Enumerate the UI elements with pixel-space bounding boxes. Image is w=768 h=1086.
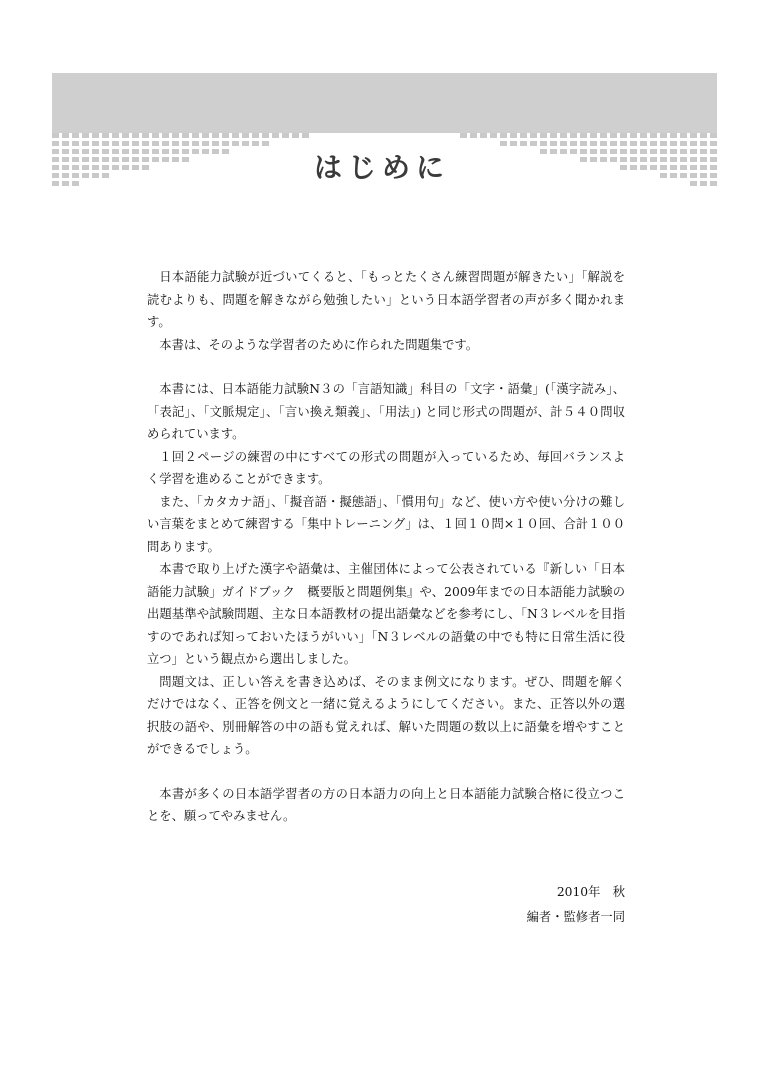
dot-square (650, 141, 657, 146)
dot-square (152, 133, 159, 138)
dot-square (292, 133, 299, 138)
dot-square (72, 157, 79, 162)
dot-row (52, 133, 312, 138)
dot-square (470, 133, 477, 138)
dot-square (680, 173, 687, 178)
dot-square (112, 133, 119, 138)
dot-square (92, 157, 99, 162)
dot-square (660, 157, 667, 162)
dot-square (172, 149, 179, 154)
dot-square (62, 157, 69, 162)
dot-square (550, 141, 557, 146)
dot-square (162, 149, 169, 154)
dot-square (62, 141, 69, 146)
dot-row (452, 173, 717, 178)
signature-block (430, 880, 625, 930)
header-dot-pattern-left (52, 133, 312, 191)
dot-square (610, 133, 617, 138)
dot-square (102, 133, 109, 138)
dot-square (710, 133, 717, 138)
dot-square (490, 133, 497, 138)
dot-square (640, 157, 647, 162)
paragraph-5: また、「カタカナ語」、「擬音語・擬態語」、「慣用句」など、使い方や使い分けの難しい言葉をまとめて練習する「集中トレーニング」は、１回１０問×１０回、合計１００問あります。 (147, 494, 625, 554)
dot-square (660, 141, 667, 146)
dot-square (630, 149, 637, 154)
dot-square (132, 133, 139, 138)
dot-square (242, 133, 249, 138)
dot-square (580, 141, 587, 146)
dot-square (520, 141, 527, 146)
dot-square (102, 149, 109, 154)
dot-square (700, 157, 707, 162)
dot-square (232, 141, 239, 146)
dot-square (162, 133, 169, 138)
dot-square (142, 165, 149, 170)
dot-square (222, 133, 229, 138)
dot-square (620, 157, 627, 162)
dot-square (142, 141, 149, 146)
paragraph-8: 本書が多くの日本語学習者の方の日本語力の向上と日本語能力試験合格に役立つことを、願ってやみません。 (147, 786, 625, 823)
dot-square (650, 133, 657, 138)
dot-square (122, 133, 129, 138)
dot-square (52, 149, 59, 154)
dot-square (72, 149, 79, 154)
dot-square (550, 149, 557, 154)
dot-square (172, 157, 179, 162)
dot-square (600, 149, 607, 154)
dot-square (72, 165, 79, 170)
dot-square (52, 173, 59, 178)
dot-square (640, 141, 647, 146)
dot-square (690, 181, 697, 186)
dot-square (182, 133, 189, 138)
dot-square (62, 173, 69, 178)
dot-square (202, 141, 209, 146)
dot-row (52, 165, 312, 170)
dot-square (600, 157, 607, 162)
dot-square (670, 133, 677, 138)
dot-square (570, 133, 577, 138)
dot-row (452, 157, 717, 162)
dot-square (630, 165, 637, 170)
dot-square (62, 149, 69, 154)
dot-square (500, 141, 507, 146)
dot-square (690, 173, 697, 178)
dot-square (122, 141, 129, 146)
dot-square (102, 141, 109, 146)
dot-square (242, 141, 249, 146)
dot-square (660, 133, 667, 138)
dot-row (452, 149, 717, 154)
dot-square (52, 133, 59, 138)
dot-square (92, 173, 99, 178)
dot-square (52, 165, 59, 170)
dot-square (262, 133, 269, 138)
dot-square (710, 165, 717, 170)
dot-square (510, 141, 517, 146)
dot-square (530, 141, 537, 146)
dot-square (282, 133, 289, 138)
dot-square (152, 157, 159, 162)
dot-square (710, 141, 717, 146)
dot-square (540, 133, 547, 138)
dot-square (192, 149, 199, 154)
dot-square (72, 173, 79, 178)
dot-square (122, 165, 129, 170)
dot-square (132, 141, 139, 146)
dot-square (262, 141, 269, 146)
signature-date: 2010年 秋 (556, 885, 625, 899)
dot-square (650, 157, 657, 162)
dot-square (530, 133, 537, 138)
dot-square (700, 181, 707, 186)
dot-square (570, 149, 577, 154)
dot-square (620, 165, 627, 170)
paragraph-2: 本書は、そのような学習者のために作られた問題集です。 (159, 337, 479, 352)
dot-square (710, 173, 717, 178)
dot-square (92, 133, 99, 138)
dot-square (680, 149, 687, 154)
dot-square (690, 157, 697, 162)
dot-square (152, 141, 159, 146)
dot-square (580, 157, 587, 162)
signature-authors: 編者・監修者一同 (526, 910, 625, 924)
dot-square (112, 149, 119, 154)
header-dot-pattern-right (452, 133, 717, 191)
dot-square (72, 141, 79, 146)
dot-square (580, 149, 587, 154)
dot-square (72, 133, 79, 138)
dot-square (172, 133, 179, 138)
paragraph-3: 本書には、日本語能力試験N３の「言語知識」科目の「文字・語彙」(「漢字読み」、「表記」、「文脈規定」、「言い換え類義」、「用法」) と同じ形式の問題が、計５４０問収められています。 (147, 382, 625, 441)
dot-square (710, 181, 717, 186)
dot-square (122, 149, 129, 154)
dot-square (700, 173, 707, 178)
dot-square (52, 181, 59, 186)
dot-square (680, 157, 687, 162)
dot-square (82, 133, 89, 138)
paragraph-1: 日本語能力試験が近づいてくると、「もっとたくさん練習問題が解きたい」「解説を読むよりも、問題を解きながら勉強したい」という日本語学習者の声が多く聞かれます。 (147, 270, 625, 329)
dot-square (700, 141, 707, 146)
dot-square (590, 141, 597, 146)
paragraph-6: 本書で取り上げた漢字や語彙は、主催団体によって公表されている『新しい「日本語能力試験」ガイドブック 概要版と問題例集』や、2009年までの日本語能力試験の出題基準や試験問題、主な日本語教材の提出語彙などを参考にし、「N３レベルを目指すのであれば知っておいたほうがいい」「N３レベルの語彙の中でも特に日常生活に役立つ」という観点から選出しました。 (147, 562, 625, 666)
dot-square (480, 133, 487, 138)
dot-square (630, 133, 637, 138)
dot-square (62, 181, 69, 186)
dot-square (700, 149, 707, 154)
dot-square (500, 133, 507, 138)
dot-square (620, 133, 627, 138)
dot-square (670, 157, 677, 162)
dot-square (272, 133, 279, 138)
dot-square (102, 165, 109, 170)
dot-square (670, 141, 677, 146)
dot-square (660, 149, 667, 154)
dot-square (82, 141, 89, 146)
dot-square (550, 133, 557, 138)
dot-square (610, 157, 617, 162)
dot-square (122, 157, 129, 162)
dot-square (142, 149, 149, 154)
dot-square (590, 149, 597, 154)
dot-square (132, 165, 139, 170)
dot-square (192, 141, 199, 146)
dot-square (690, 133, 697, 138)
dot-square (92, 149, 99, 154)
dot-square (640, 149, 647, 154)
dot-square (660, 173, 667, 178)
dot-row (52, 157, 312, 162)
dot-row (452, 181, 717, 186)
dot-square (630, 141, 637, 146)
dot-square (142, 133, 149, 138)
dot-square (670, 173, 677, 178)
dot-square (62, 133, 69, 138)
dot-square (610, 149, 617, 154)
dot-square (82, 157, 89, 162)
dot-square (212, 141, 219, 146)
dot-square (540, 149, 547, 154)
dot-square (640, 133, 647, 138)
dot-square (92, 141, 99, 146)
dot-square (82, 173, 89, 178)
dot-square (650, 165, 657, 170)
dot-square (710, 149, 717, 154)
dot-row (52, 173, 312, 178)
dot-square (302, 133, 309, 138)
dot-square (82, 165, 89, 170)
dot-square (700, 165, 707, 170)
body-text (147, 266, 625, 828)
dot-square (710, 157, 717, 162)
dot-square (670, 165, 677, 170)
dot-square (202, 149, 209, 154)
dot-square (162, 157, 169, 162)
dot-square (510, 133, 517, 138)
dot-row (52, 141, 312, 146)
paragraph-4: １回２ページの練習の中にすべての形式の問題が入っているため、毎回バランスよく学習を進めることができます。 (147, 449, 625, 486)
dot-square (690, 141, 697, 146)
dot-square (222, 141, 229, 146)
dot-square (202, 133, 209, 138)
dot-square (590, 133, 597, 138)
dot-square (182, 157, 189, 162)
paragraph-7: 問題文は、正しい答えを書き込めば、そのまま例文になります。ぜひ、問題を解くだけではなく、正答を例文と一緒に覚えるようにしてください。また、正答以外の選択肢の語や、別冊解答の中の語も覚えれば、解いた問題の数以上に語彙を増やすことができるでしょう。 (147, 674, 625, 756)
dot-square (132, 157, 139, 162)
dot-square (92, 165, 99, 170)
dot-square (232, 133, 239, 138)
dot-square (212, 133, 219, 138)
dot-square (162, 141, 169, 146)
dot-square (700, 133, 707, 138)
dot-square (620, 141, 627, 146)
dot-square (132, 149, 139, 154)
dot-square (520, 133, 527, 138)
dot-square (192, 133, 199, 138)
dot-square (62, 165, 69, 170)
dot-square (680, 165, 687, 170)
dot-row (452, 133, 717, 138)
dot-square (580, 133, 587, 138)
dot-square (680, 141, 687, 146)
dot-square (600, 133, 607, 138)
page-title: はじめに (313, 151, 450, 184)
dot-square (182, 149, 189, 154)
dot-square (82, 149, 89, 154)
dot-square (102, 173, 109, 178)
dot-square (640, 165, 647, 170)
dot-square (560, 149, 567, 154)
dot-square (560, 133, 567, 138)
dot-square (570, 141, 577, 146)
dot-square (680, 133, 687, 138)
dot-square (690, 165, 697, 170)
dot-square (600, 141, 607, 146)
dot-square (142, 157, 149, 162)
dot-square (172, 141, 179, 146)
dot-square (610, 141, 617, 146)
dot-row (52, 149, 312, 154)
dot-square (222, 149, 229, 154)
dot-square (52, 141, 59, 146)
dot-square (112, 157, 119, 162)
dot-square (252, 133, 259, 138)
dot-square (212, 149, 219, 154)
dot-square (620, 149, 627, 154)
dot-square (690, 149, 697, 154)
dot-row (452, 165, 717, 170)
dot-square (182, 141, 189, 146)
header-banner (52, 73, 717, 133)
dot-square (560, 141, 567, 146)
dot-square (660, 165, 667, 170)
dot-square (72, 181, 79, 186)
dot-square (590, 157, 597, 162)
dot-square (670, 149, 677, 154)
dot-square (460, 133, 467, 138)
dot-square (52, 157, 59, 162)
dot-square (650, 149, 657, 154)
dot-square (540, 141, 547, 146)
dot-square (102, 157, 109, 162)
dot-square (112, 141, 119, 146)
dot-square (112, 165, 119, 170)
dot-square (252, 141, 259, 146)
dot-square (152, 149, 159, 154)
dot-row (452, 141, 717, 146)
dot-square (630, 157, 637, 162)
dot-row (52, 181, 312, 186)
